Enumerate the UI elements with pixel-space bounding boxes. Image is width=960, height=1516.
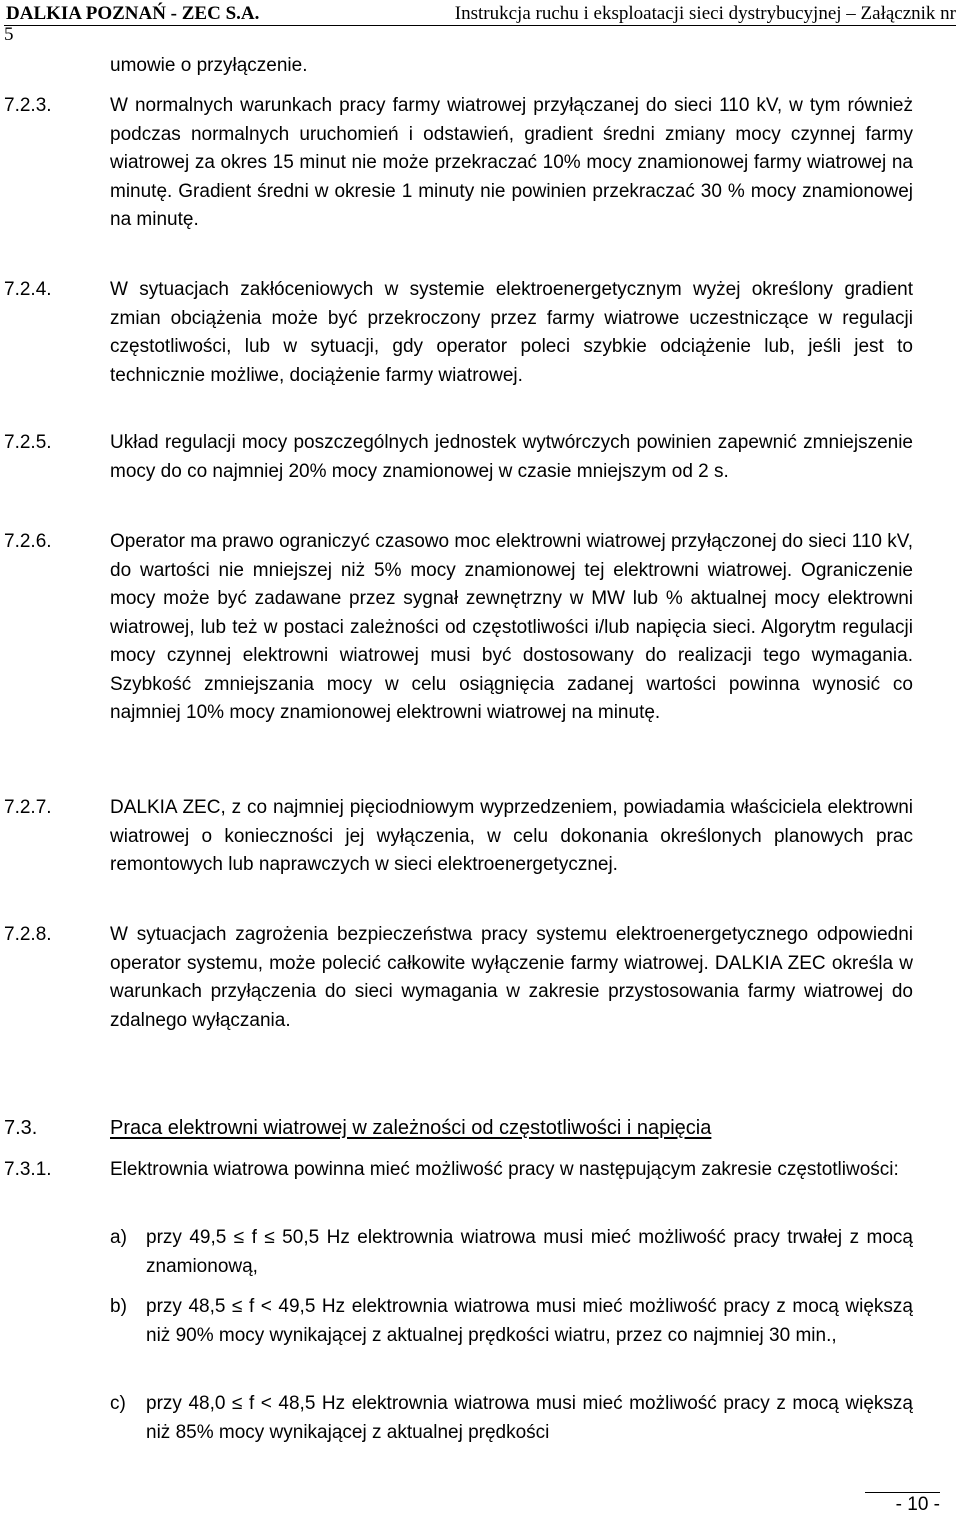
list-item-text: przy 49,5 ≤ f ≤ 50,5 Hz elektrownia wiatrowa musi mieć możliwość pracy trwałej z mocą znamionową, (146, 1227, 913, 1277)
header-attachment-number: 5 (4, 24, 14, 45)
section-text: W sytuacjach zakłóceniowych w systemie elektroenergetycznym wyżej określony gradient zmian obciążenia może być przekroczony przez farmy wiatrowe uczestniczące w regulacji częstotliwości, lub w sytuacji, gdy operator poleci szybkie odciążenie lub, jeśli jest to technicznie możliwe, dociążenie farmy wiatrowej. (110, 279, 913, 386)
section-text: W sytuacjach zagrożenia bezpieczeństwa pracy systemu elektroenergetycznego odpowiedni operator systemu, może polecić całkowite wyłączenie farmy wiatrowej. DALKIA ZEC określa w warunkach przyłączenia do sieci wymagania w zakresie przystosowania farmy wiatrowej do zdalnego wyłączania. (110, 924, 913, 1031)
list-item-text: przy 48,5 ≤ f < 49,5 Hz elektrownia wiatrowa musi mieć możliwość pracy z mocą większą niż 90% mocy wynikającej z aktualnej prędkości wiatru, przez co najmniej 30 min., (146, 1296, 913, 1346)
section-heading: Praca elektrowni wiatrowej w zależności od częstotliwości i napięcia (110, 1117, 712, 1139)
page-header (0, 0, 960, 52)
section-text: W normalnych warunkach pracy farmy wiatrowej przyłączanej do sieci 110 kV, w tym również podczas normalnych uruchomień i odstawień, gradient średni zmiany mocy czynnej farmy wiatrowej za okres 15 minut nie może przekraczać 10% mocy znamionowej farmy wiatrowej na minutę. Gradient średni w okresie 1 minuty nie powinien przekraczać 30 % mocy znamionowej na minutę. (110, 95, 913, 230)
page-number: - 10 - (895, 1494, 940, 1515)
subsection-number: 7.3.1. (4, 1159, 52, 1180)
heading-number: 7.3. (4, 1117, 38, 1139)
section-number: 7.2.7. (4, 797, 52, 818)
section-text: DALKIA ZEC, z co najmniej pięciodniowym wyprzedzeniem, powiadamia właściciela elektrowni wiatrowej o konieczności jej wyłączenia, w celu dokonania określonych planowych prac remontowych lub naprawczych w sieci elektroenergetycznej. (110, 797, 913, 875)
list-item-text: przy 48,0 ≤ f < 48,5 Hz elektrownia wiatrowa musi mieć możliwość pracy z mocą większą niż 85% mocy wynikającej z aktualnej prędkości (146, 1393, 913, 1443)
section-number: 7.2.6. (4, 531, 52, 552)
section-text: Układ regulacji mocy poszczególnych jednostek wytwórczych powinien zapewnić zmniejszenie mocy do co najmniej 20% mocy znamionowej w czasie mniejszym od 2 s. (110, 432, 913, 482)
list-item-label: a) (110, 1227, 127, 1248)
list-item-label: b) (110, 1296, 127, 1317)
header-document-title: Instrukcja ruchu i eksploatacji sieci dystrybucyjnej – Załącznik nr (454, 3, 956, 24)
footer-divider (865, 1492, 940, 1493)
section-number: 7.2.3. (4, 95, 52, 116)
section-number: 7.2.8. (4, 924, 52, 945)
section-text: Operator ma prawo ograniczyć czasowo moc elektrowni wiatrowej przyłączonej do sieci 110 kV, do wartości nie mniejszej niż 5% mocy znamionowej tej elektrowni wiatrowej. Ograniczenie mocy może być zadawane przez sygnał zewnętrzny w MW lub % aktualnej mocy elektrowni wiatrowej, lub też w postaci zależności od częstotliwości i/lub napięcia sieci. Algorytm regulacji mocy czynnej elektrowni wiatrowej musi być dostosowany do realizacji tego wymagania. Szybkość zmniejszania mocy w celu osiągnięcia zadanej wartości powinna wynosić co najmniej 10% mocy znamionowej elektrowni wiatrowej na minutę. (110, 531, 913, 723)
section-number: 7.2.4. (4, 279, 52, 300)
header-company: DALKIA POZNAŃ - ZEC S.A. (6, 3, 260, 24)
section-number: 7.2.5. (4, 432, 52, 453)
continuation-text: umowie o przyłączenie. (110, 55, 308, 76)
subsection-text: Elektrownia wiatrowa powinna mieć możliwość pracy w następującym zakresie częstotliwości: (110, 1159, 899, 1180)
list-item-label: c) (110, 1393, 126, 1414)
header-divider (4, 25, 956, 26)
